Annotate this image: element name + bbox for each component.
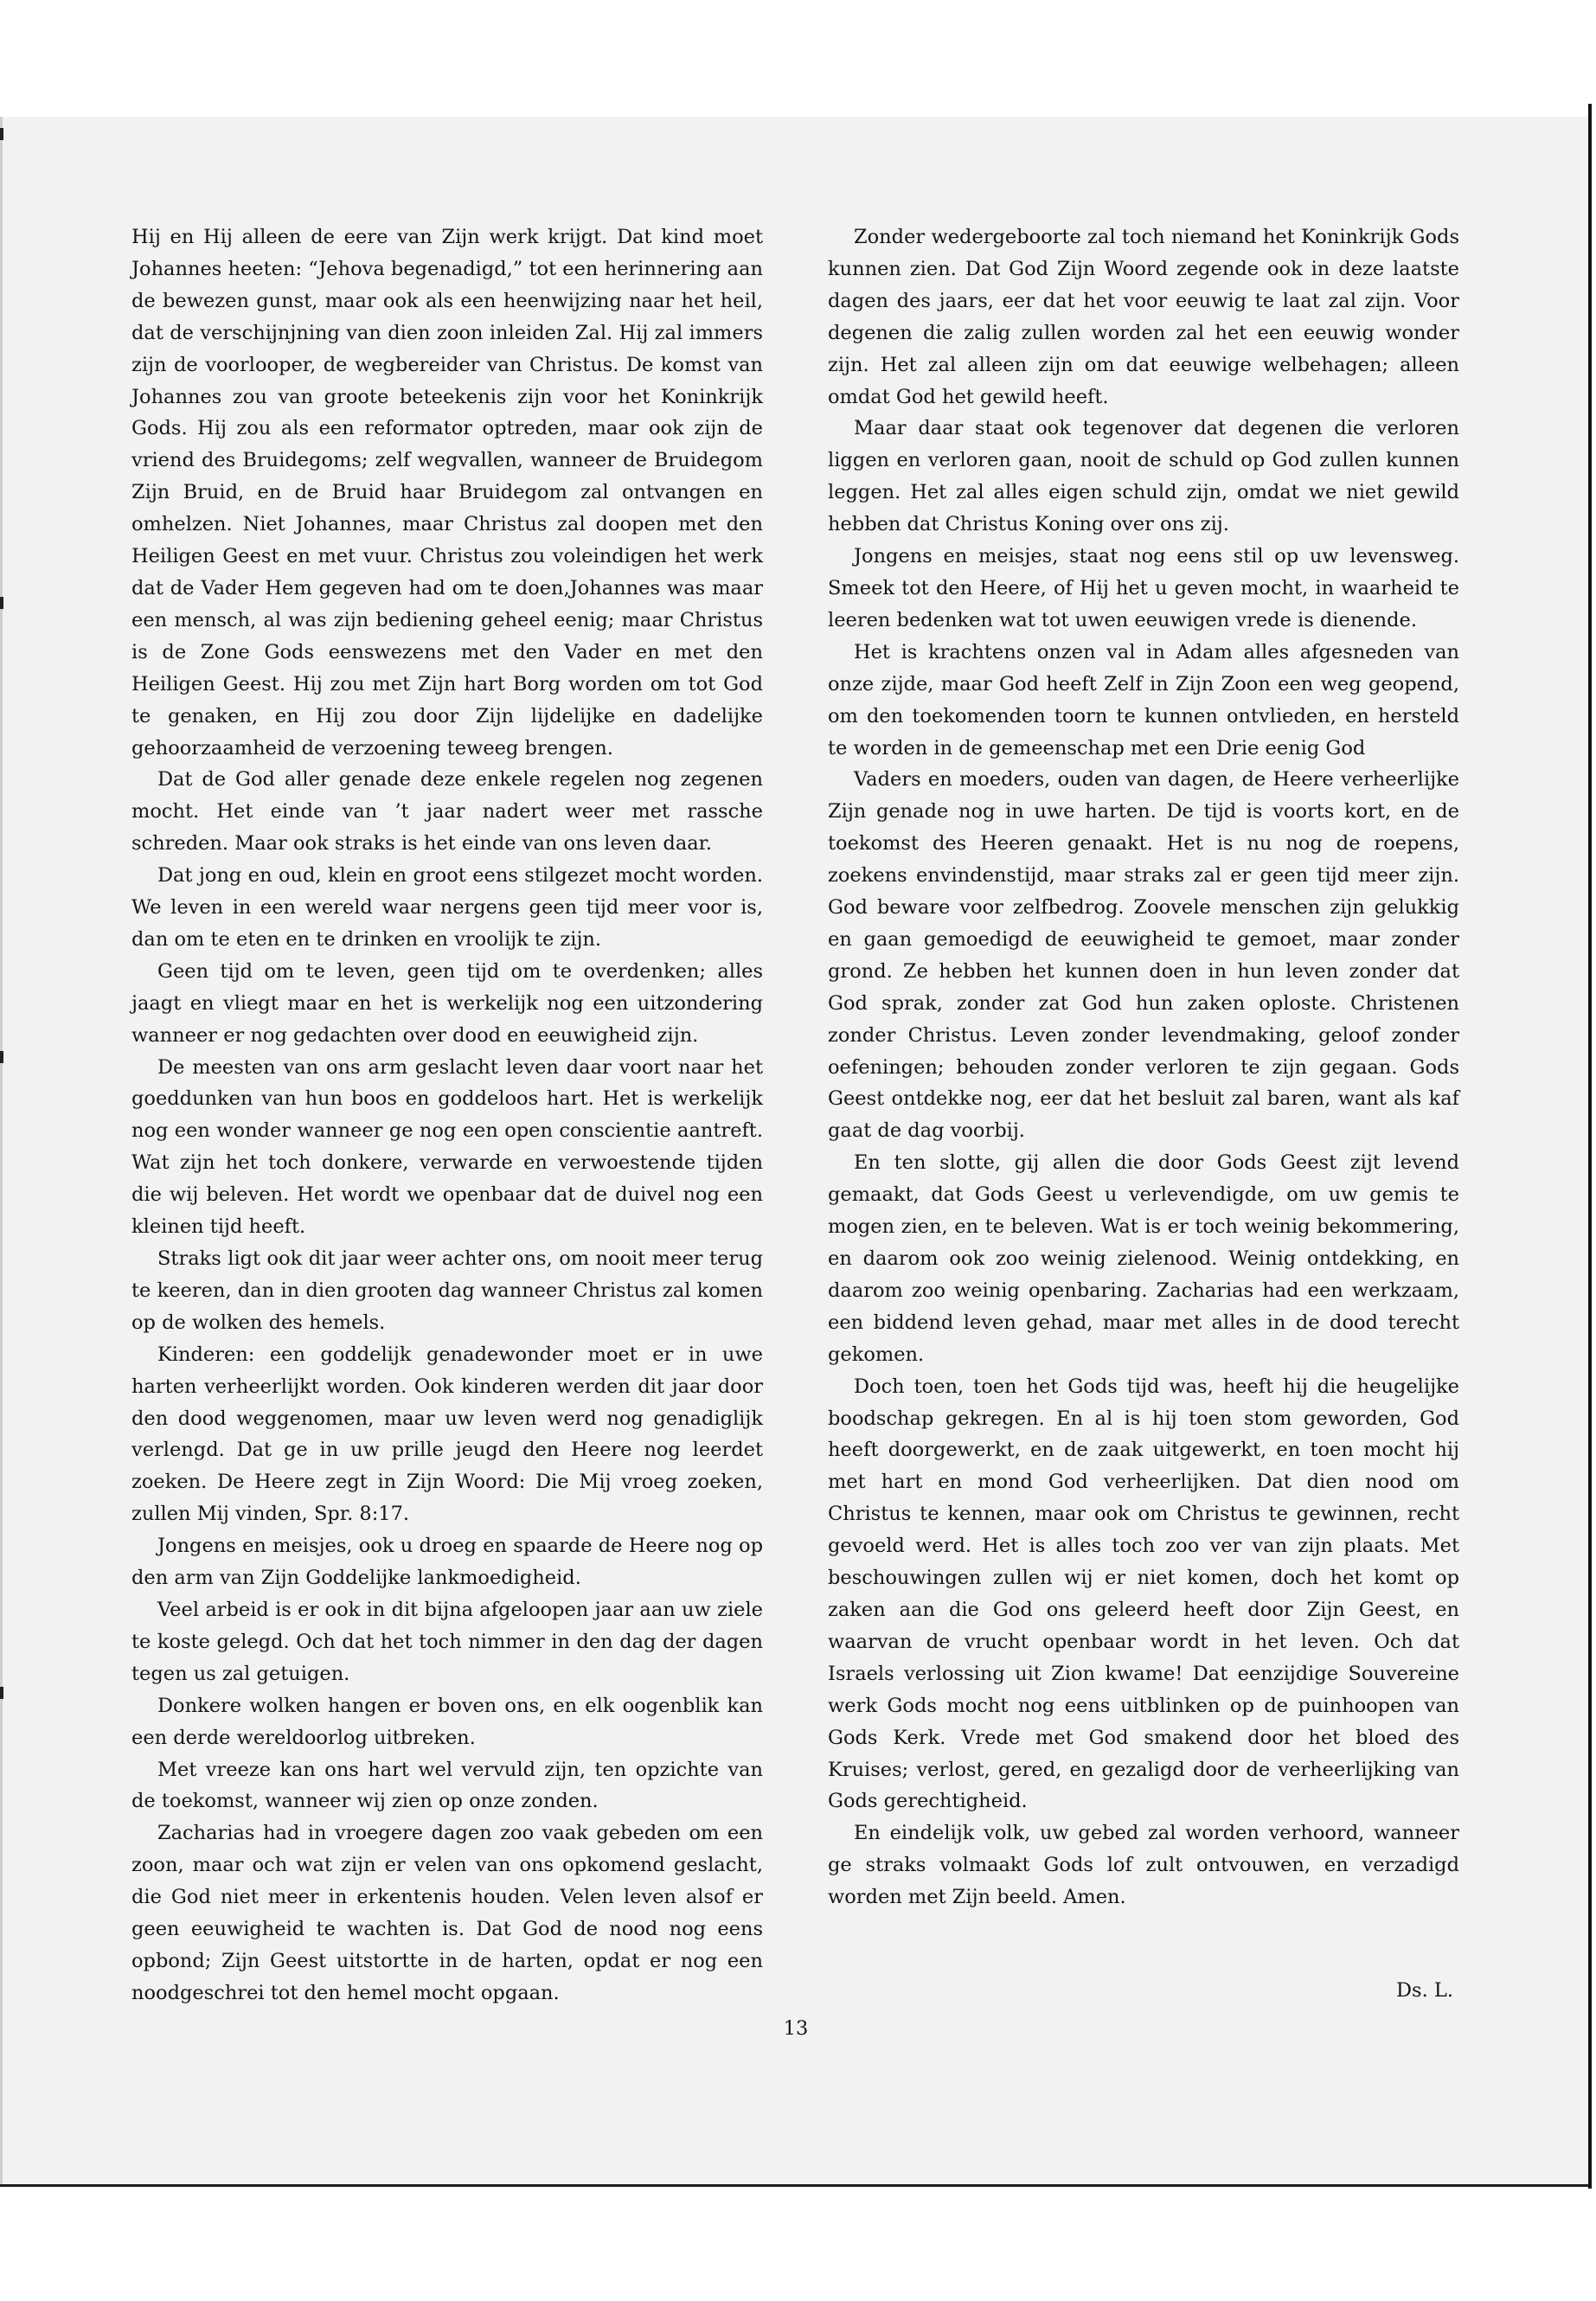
paragraph: En eindelijk volk, uw gebed zal worden verhoord, wanneer ge straks volmaakt Gods lof zult ontvouwen, en verzadigd worden met Zijn beeld. Amen.	[828, 1822, 1459, 1909]
binding-mark	[0, 128, 3, 140]
author-signature: Ds. L.	[1396, 1979, 1453, 2002]
paper-left-edge	[0, 117, 3, 2184]
binding-mark	[0, 597, 3, 609]
page-number: 13	[783, 2017, 809, 2040]
paragraph: Doch toen, toen het Gods tijd was, heeft hij die heugelijke boodschap gekregen. En al is hij toen stom geworden, God heeft doorgewerkt, en de zaak uitgewerkt, en toen mocht hij met hart en mond God verheerlijken. Dat dien nood om Christus te kennen, maar ook om Christus te gewinnen, recht gevoeld werd. Het is alles toch zoo ver van zijn plaats. Met beschouwingen zullen wij er niet komen, doch het komt op zaken aan die God ons geleerd heeft door Zijn Geest, en waarvan de vrucht openbaar wordt in het leven. Och dat Israels verlossing uit Zion kwame! Dat eenzijdige Souvereine werk Gods mocht nog eens uitblinken op de puinhoopen van Gods Kerk. Vrede met God smakend door het bloed des Kruises; verlost, gered, en gezaligd door de verheerlijking van Gods gerechtigheid.	[828, 1375, 1459, 1813]
paragraph: Met vreeze kan ons hart wel vervuld zijn, ten opzichte van de toekomst, wanneer wij zien op onze zonden.	[131, 1758, 763, 1813]
paragraph: Vaders en moeders, ouden van dagen, de Heere verheerlijke Zijn genade nog in uwe harten. De tijd is voorts kort, en de toekomst des Heeren genaakt. Het is nu nog de roepens, zoekens envindenstijd, maar straks zal er geen tijd meer zijn. God beware voor zelfbedrog. Zoovele menschen zijn gelukkig en gaan gemoedigd de eeuwigheid te gemoet, maar zonder grond. Ze hebben het kunnen doen in hun leven zonder dat God sprak, zonder zat God hun zaken oploste. Christenen zonder Christus. Leven zonder levendmaking, geloof zonder oefeningen; behouden zonder verloren te zijn gegaan. Gods Geest ontdekke nog, eer dat het besluit zal baren, want als kaf gaat de dag voorbij.	[828, 768, 1459, 1143]
binding-mark	[0, 1051, 3, 1063]
paragraph: Hij en Hij alleen de eere van Zijn werk krijgt. Dat kind moet Johannes heeten: “Jehova begenadigd,” tot een herinnering aan de bewezen gunst, maar ook als een heenwijzing naar het heil, dat de verschijnjning van dien zoon inleiden Zal. Hij zal immers zijn de voorlooper, de wegbereider van Christus. De komst van Johannes zou van groote beteekenis zijn voor het Koninkrijk Gods. Hij zou als een reformator optreden, maar ook zijn de vriend des Bruidegoms; zelf wegvallen, wanneer de Bruidegom Zijn Bruid, en de Bruid haar Bruidegom zal ontvangen en omhelzen. Niet Johannes, maar Christus zal doopen met den Heiligen Geest en met vuur. Christus zou voleindigen het werk dat de Vader Hem gegeven had om te doen,Johannes was maar een mensch, al was zijn bediening geheel eenig; maar Christus is de Zone Gods eenswezens met den Vader en met den Heiligen Geest. Hij zou met Zijn hart Borg worden om tot God te genaken, en Hij zou door Zijn lijdelijke en dadelijke gehoorzaamheid de verzoening teweeg brengen.	[131, 226, 763, 760]
paragraph: Het is krachtens onzen val in Adam alles afgesneden van onze zijde, maar God heeft Zelf in Zijn Zoon een weg geopend, om den toekomenden toorn te kunnen ontvlieden, en hersteld te worden in de gemeenschap met een Drie eenig God	[828, 640, 1459, 760]
binding-mark	[0, 1687, 3, 1699]
paragraph: Dat jong en oud, klein en groot eens stilgezet mocht worden. We leven in een wereld waar nergens geen tijd meer voor is, dan om te eten en te drinken en vroolijk te zijn.	[131, 864, 763, 951]
paragraph: De meesten van ons arm geslacht leven daar voort naar het goeddunken van hun boos en goddeloos hart. Het is werkelijk nog een wonder wanneer ge nog een open conscientie aantreft. Wat zijn het toch donkere, verwarde en verwoestende tijden die wij beleven. Het wordt we openbaar dat de duivel nog een kleinen tijd heeft.	[131, 1055, 763, 1239]
paragraph: Maar daar staat ook tegenover dat degenen die verloren liggen en verloren gaan, nooit de schuld op God zullen kunnen leggen. Het zal alles eigen schuld zijn, omdat we niet gewild hebben dat Christus Koning over ons zij.	[828, 417, 1459, 536]
paragraph: Zacharias had in vroegere dagen zoo vaak gebeden om een zoon, maar och wat zijn er velen van ons opkomend geslacht, die God niet meer in erkentenis houden. Velen leven alsof er geen eeuwigheid te wachten is. Dat God de nood nog eens opbond; Zijn Geest uitstortte in de harten, opdat er nog een noodgeschrei tot den hemel mocht opgaan.	[131, 1822, 763, 2004]
paragraph: Straks ligt ook dit jaar weer achter ons, om nooit meer terug te keeren, dan in dien grooten dag wanneer Christus zal komen op de wolken des hemels.	[131, 1247, 763, 1334]
paragraph: Kinderen: een goddelijk genadewonder moet er in uwe harten verheerlijkt worden. Ook kinderen werden dit jaar door den dood weggenomen, maar uw leven werd nog genadiglijk verlengd. Dat ge in uw prille jeugd den Heere nog leerdet zoeken. De Heere zegt in Zijn Woord: Die Mij vroeg zoeken, zullen Mij vinden, Spr. 8:17.	[131, 1343, 763, 1526]
paragraph: Donkere wolken hangen er boven ons, en elk oogenblik kan een derde wereldoorlog uitbreken.	[131, 1694, 763, 1749]
paragraph: Dat de God aller genade deze enkele regelen nog zegenen mocht. Het einde van ’t jaar nadert weer met rassche schreden. Maar ook straks is het einde van ons leven daar.	[131, 768, 763, 856]
paragraph: Jongens en meisjes, ook u droeg en spaarde de Heere nog op den arm van Zijn Goddelijke lankmoedigheid.	[131, 1535, 763, 1590]
left-text-column	[131, 221, 763, 2009]
paragraph: Zonder wedergeboorte zal toch niemand het Koninkrijk Gods kunnen zien. Dat God Zijn Woord zegende ook in deze laatste dagen des jaars, eer dat het voor eeuwig te laat zal zijn. Voor degenen die zalig zullen worden zal het een eeuwig wonder zijn. Het zal alleen zijn om dat eeuwige welbehagen; alleen omdat God het gewild heeft.	[828, 226, 1459, 408]
paragraph: Geen tijd om te leven, geen tijd om te overdenken; alles jaagt en vliegt maar en het is werkelijk nog een uitzondering wanneer er nog gedachten over dood en eeuwigheid zijn.	[131, 959, 763, 1047]
paragraph: Veel arbeid is er ook in dit bijna afgeloopen jaar aan uw ziele te koste gelegd. Och dat het toch nimmer in den dag der dagen tegen us zal getuigen.	[131, 1598, 763, 1685]
paragraph: Jongens en meisjes, staat nog eens stil op uw levensweg. Smeek tot den Heere, of Hij het u geven mocht, in waarheid te leeren bedenken wat tot uwen eeuwigen vrede is dienende.	[828, 545, 1459, 631]
right-text-column	[828, 221, 1459, 1913]
paper-right-edge	[1588, 104, 1592, 2189]
paragraph: En ten slotte, gij allen die door Gods Geest zijt levend gemaakt, dat Gods Geest u verlevendigde, om uw gemis te mogen zien, en te beleven. Wat is er toch weinig bekommering, en daarom ook zoo weinig zielenood. Weinig ontdekking, en daarom zoo weinig openbaring. Zacharias had een werkzaam, een biddend leven gehad, maar met alles in de dood terecht gekomen.	[828, 1151, 1459, 1366]
